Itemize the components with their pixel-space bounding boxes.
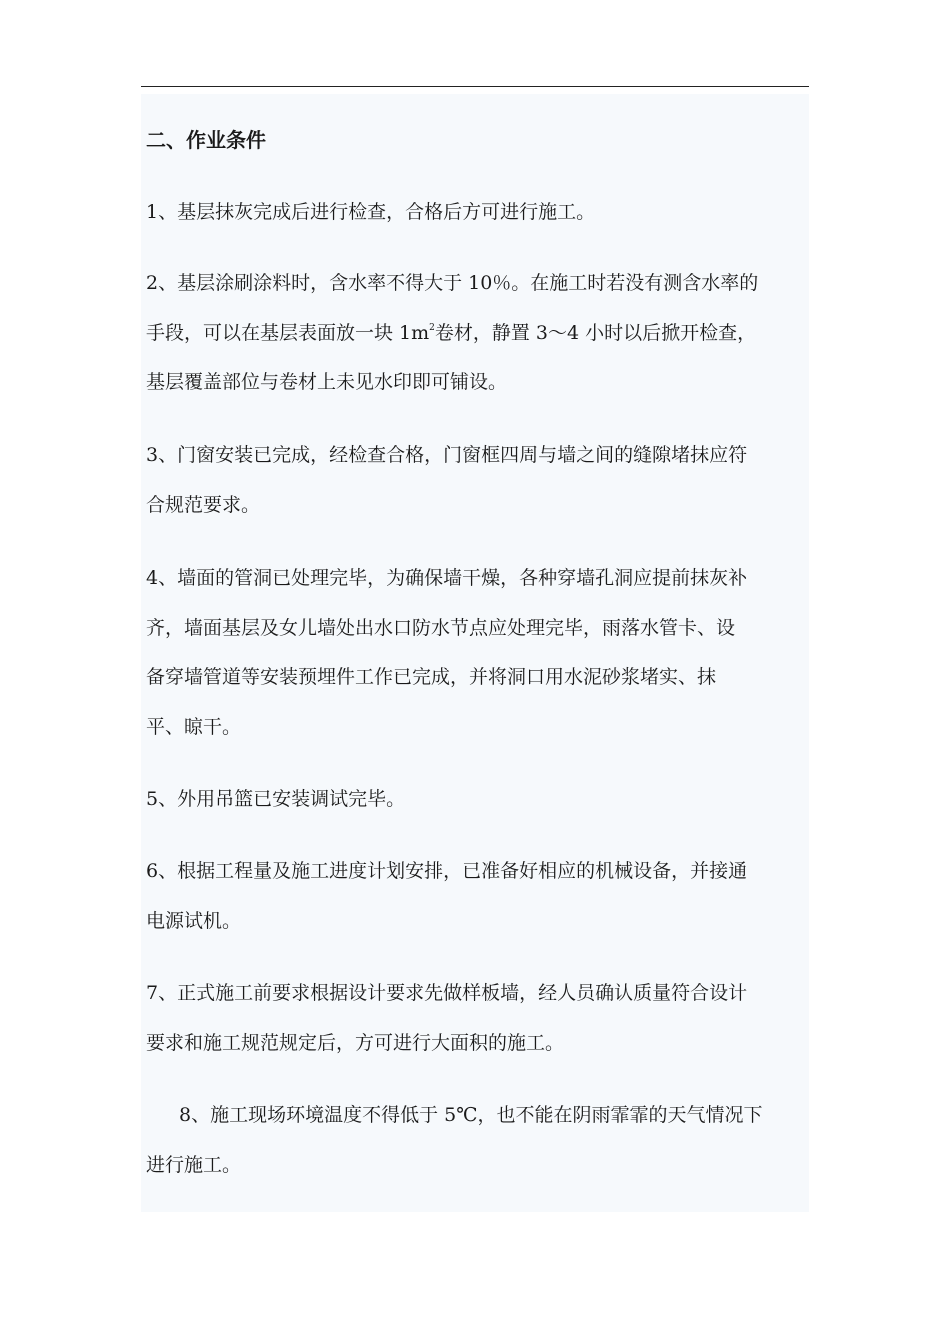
condition-item-2-line-3: 基层覆盖部位与卷材上未见水印即可铺设。 [146, 371, 508, 393]
condition-item-4-line-2: 齐，墙面基层及女儿墙处出水口防水节点应处理完毕，雨落水管卡、设 [146, 616, 736, 639]
header-rule [141, 86, 809, 87]
condition-item-4-line-1: 4、墙面的管洞已处理完毕，为确保墙干燥，各种穿墙孔洞应提前抹灰补 [146, 567, 748, 589]
condition-item-2-line-1: 2、基层涂刷涂料时，含水率不得大于 10％。在施工时若没有测含水率的 [146, 272, 759, 294]
condition-item-5-line-1: 5、外用吊篮已安装调试完毕。 [146, 788, 406, 810]
condition-item-1-line-1: 1、基层抹灰完成后进行检查，合格后方可进行施工。 [146, 201, 596, 223]
condition-item-2-line-2-after: 卷材，静置 3～4 小时以后掀开检查， [434, 321, 757, 344]
condition-item-6-line-2: 电源试机。 [146, 909, 242, 932]
condition-item-2-line-2-before: 手段，可以在基层表面放一块 1m [146, 321, 430, 344]
condition-item-3-line-2: 合规范要求。 [146, 493, 261, 516]
condition-item-8-line-2: 进行施工。 [146, 1153, 242, 1176]
condition-item-3 [146, 431, 806, 530]
condition-item-5 [146, 775, 806, 825]
condition-item-6 [146, 847, 806, 946]
section-heading: 二、作业条件 [146, 128, 266, 152]
condition-item-7-line-2: 要求和施工规范规定后，方可进行大面积的施工。 [146, 1031, 565, 1054]
condition-item-2-line-2 [146, 309, 806, 359]
condition-item-7 [146, 969, 806, 1068]
condition-item-8 [146, 1091, 806, 1190]
square-superscript: 2 [429, 322, 435, 333]
condition-item-4 [146, 554, 806, 752]
condition-item-2 [146, 259, 806, 408]
condition-item-3-line-1: 3、门窗安装已完成，经检查合格，门窗框四周与墙之间的缝隙堵抹应符 [146, 444, 748, 466]
condition-item-4-line-4: 平、晾干。 [146, 715, 242, 738]
condition-item-6-line-1: 6、根据工程量及施工进度计划安排，已准备好相应的机械设备，并接通 [146, 860, 748, 882]
condition-item-7-line-1: 7、正式施工前要求根据设计要求先做样板墙，经人员确认质量符合设计 [146, 982, 748, 1004]
condition-item-4-line-3: 备穿墙管道等安装预埋件工作已完成，并将洞口用水泥砂浆堵实、抹 [146, 666, 717, 688]
condition-item-1 [146, 188, 806, 238]
condition-item-8-line-1: 8、施工现场环境温度不得低于 5℃，也不能在阴雨霏霏的天气情况下 [179, 1104, 763, 1126]
